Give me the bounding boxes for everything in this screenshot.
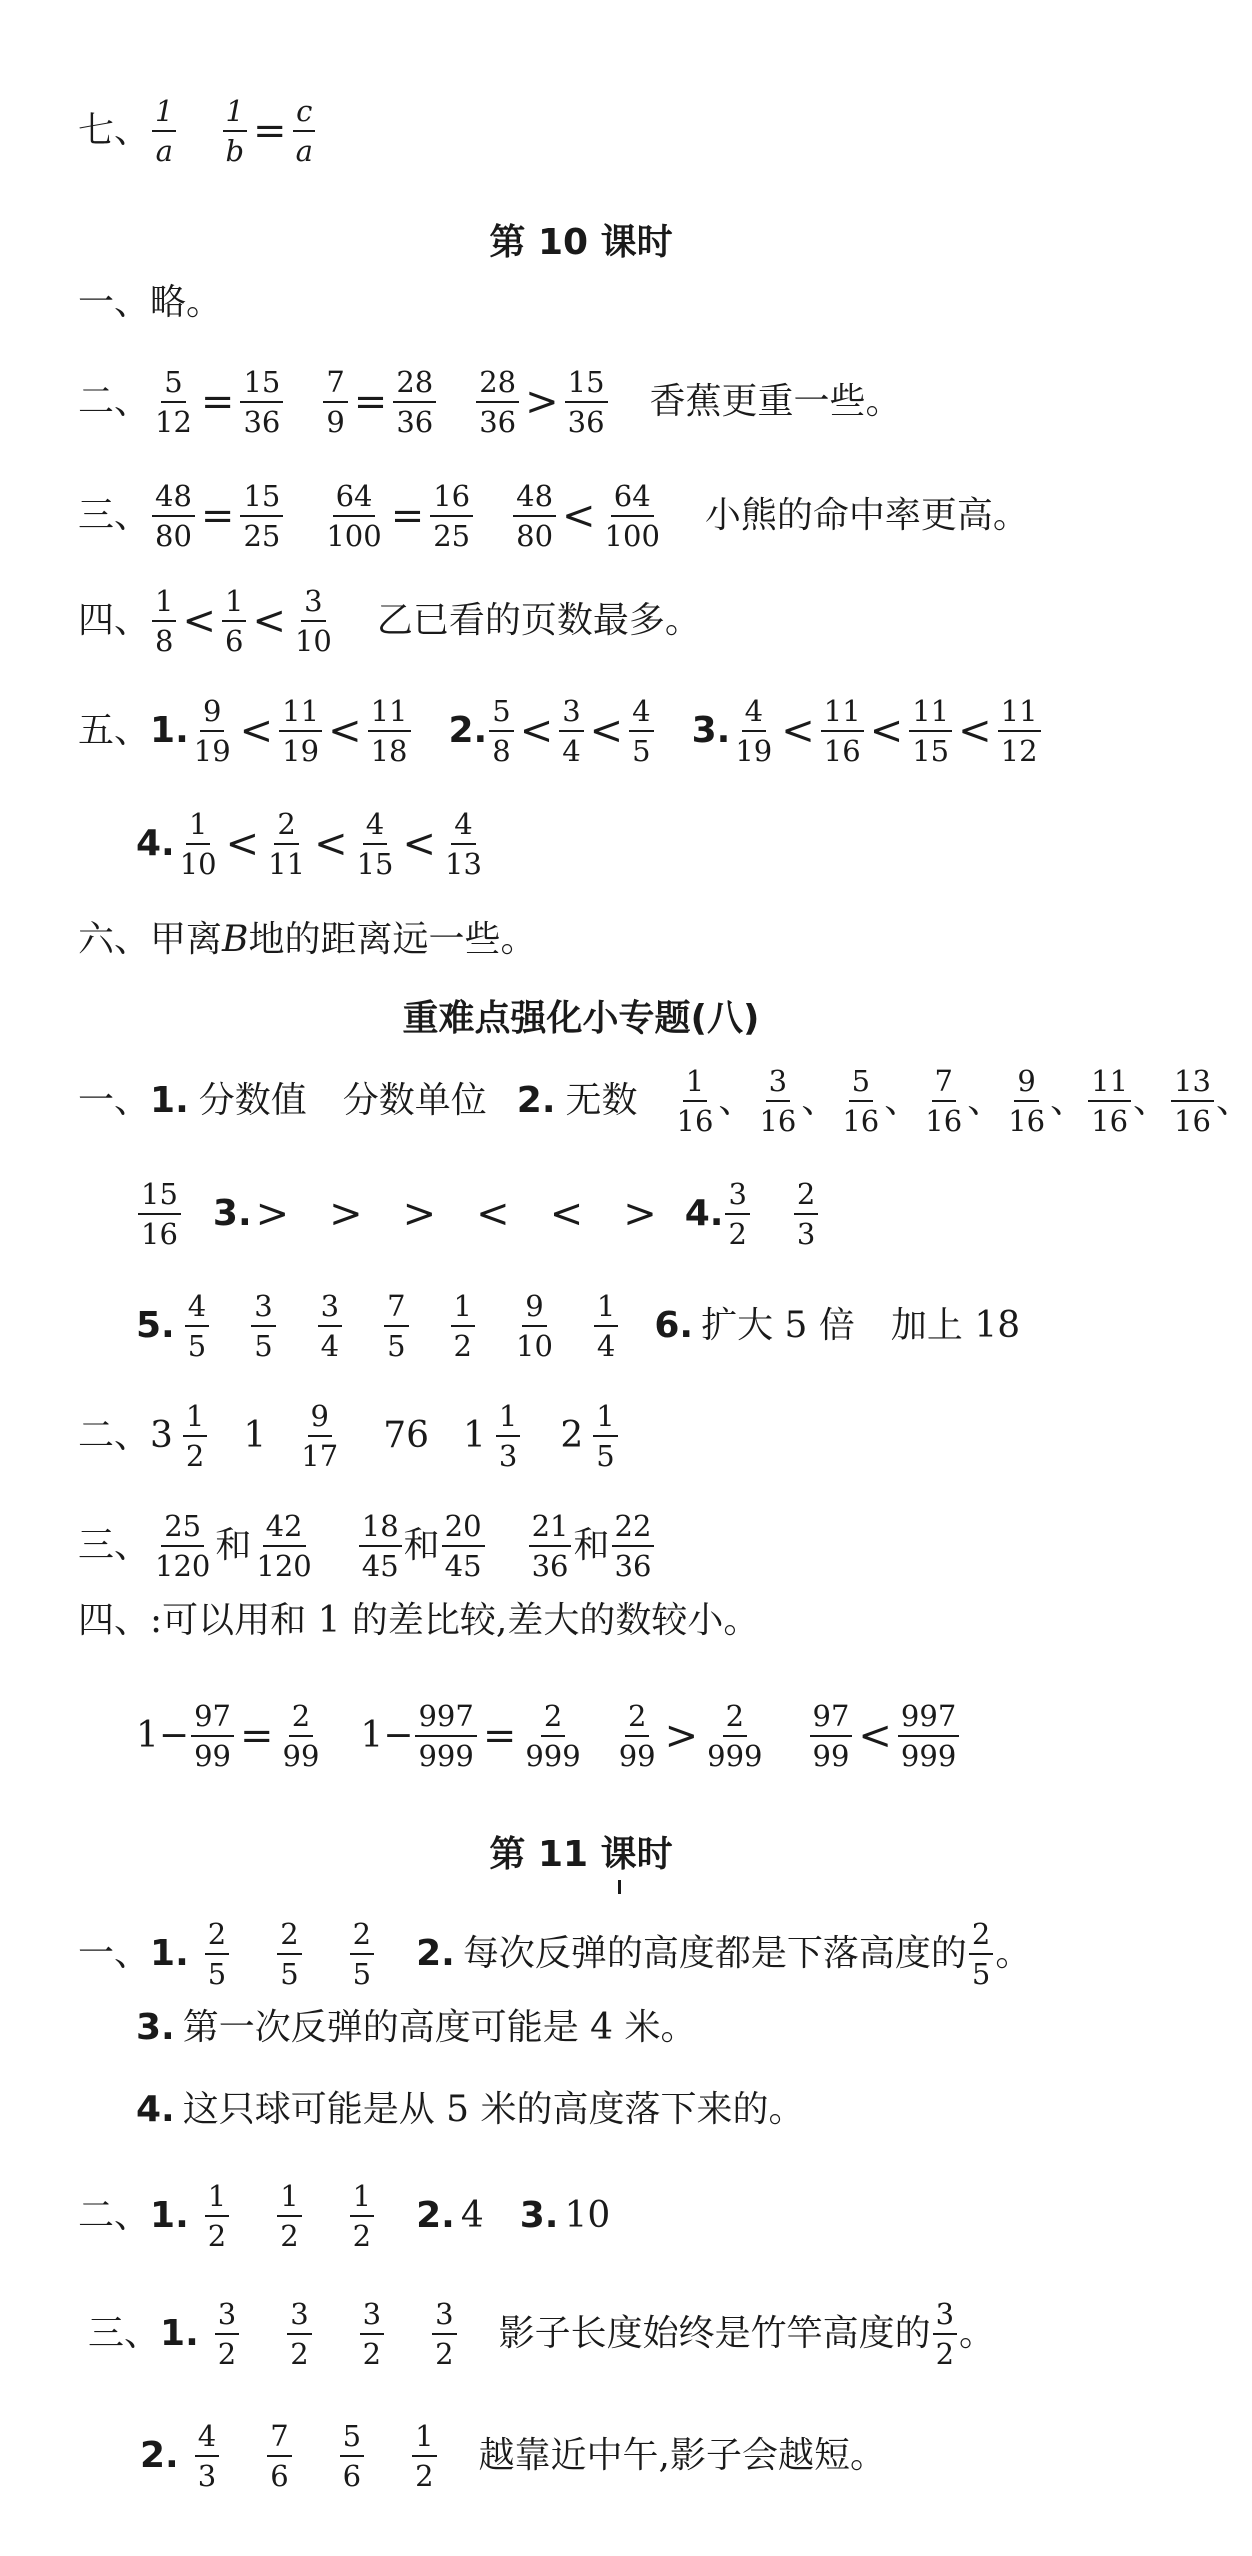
topic-line-1-item-5 <box>136 1290 1020 1363</box>
fraction: $\frac{97}{99}$ <box>191 1700 234 1773</box>
answer-text: 影子长度始终是竹竿高度的 <box>498 2313 931 2355</box>
fraction: 3 16 <box>759 1064 797 1139</box>
item-label: 一、 <box>78 1933 151 1975</box>
fraction: 1 5 <box>593 1400 617 1473</box>
expression-part: 1− <box>360 1715 414 1757</box>
fraction: 9 17 <box>301 1399 339 1474</box>
fraction: 3 2 <box>725 1178 749 1251</box>
topic-line-3 <box>78 1510 656 1583</box>
item-number: 4. <box>684 1193 724 1235</box>
less-sign: < <box>182 598 216 645</box>
equals-sign: = <box>253 108 287 155</box>
fraction: 2 5 <box>969 1918 993 1991</box>
less-sign: < <box>252 598 286 645</box>
answer-text: 这只球可能是从 5 米的高度落下来的。 <box>182 2089 805 2130</box>
separator: 、 <box>801 1080 838 1122</box>
separator: 、 <box>1050 1080 1087 1122</box>
section-heading-lesson-11: 第 11 课时 <box>489 1834 673 1875</box>
fraction: $\frac{5}{12}$ <box>155 365 192 440</box>
fraction: $\frac{997}{999}$ <box>415 1700 476 1773</box>
fraction: 4 3 <box>195 2420 219 2493</box>
fraction: 1 10 <box>179 807 217 882</box>
lesson11-line-1-item-3 <box>136 2007 697 2048</box>
item-label: 三、 <box>78 495 151 537</box>
item-label: 七、 <box>78 110 151 152</box>
place-name: B <box>222 919 249 960</box>
fraction: 15 16 <box>138 1178 181 1251</box>
fraction: $\frac{15}{36}$ <box>240 366 283 439</box>
fraction: $\frac{7}{9}$ <box>323 366 347 439</box>
item-number: 1. <box>150 1933 189 1975</box>
answer-text: 越靠近中午,影子会越短。 <box>478 2435 886 2477</box>
fraction: 4 19 <box>735 694 773 769</box>
fraction: 4 5 <box>629 695 653 768</box>
equals-sign: = <box>239 1713 274 1760</box>
fraction: 11 16 <box>1088 1065 1131 1138</box>
item-number: 4. <box>136 823 175 865</box>
equals-sign: = <box>200 493 235 540</box>
fraction: 18 45 <box>359 1510 402 1583</box>
fraction: 97 99 <box>810 1700 853 1773</box>
whole-number: 1 <box>243 1415 267 1457</box>
fraction: $\frac{48}{80}$ <box>152 480 195 553</box>
fraction: 9 19 <box>193 694 231 769</box>
fraction: 64 100 <box>604 479 660 554</box>
item-number: 2. <box>416 2195 455 2237</box>
fraction: 7 5 <box>384 1290 408 1363</box>
punctuation: 。 <box>959 2313 996 2355</box>
item-number: 1. <box>150 710 189 752</box>
less-sign: < <box>958 708 992 755</box>
item-label: 一、 <box>78 1080 151 1122</box>
topic-line-4-work <box>136 1700 961 1773</box>
fraction: $\frac{2}{999}$ <box>525 1699 581 1774</box>
fraction: 3 2 <box>287 2298 311 2371</box>
answer-text: 10 <box>564 2195 611 2237</box>
fraction: 22 36 <box>612 1510 655 1583</box>
fraction: 4 13 <box>445 807 482 882</box>
fraction: 3 4 <box>559 695 583 768</box>
fraction: 11 15 <box>909 695 952 768</box>
punctuation: 。 <box>995 1933 1032 1975</box>
fraction: 1 2 <box>183 1400 207 1473</box>
item-number: 3. <box>691 710 731 752</box>
fraction: 3 2 <box>933 2298 957 2371</box>
line-5-fractions <box>78 695 1043 768</box>
answer-text: 无数 <box>565 1080 638 1122</box>
fraction: 5 6 <box>340 2420 364 2493</box>
fraction: 1 2 <box>412 2420 436 2493</box>
item-label: 三、 <box>78 1525 151 1567</box>
fraction: 1 2 <box>451 1290 475 1363</box>
item-label: 四、 <box>78 600 151 642</box>
print-speck <box>618 1880 621 1894</box>
fraction: 48 80 <box>513 480 556 553</box>
less-sign: < <box>328 708 362 755</box>
item-number: 2. <box>416 1933 455 1975</box>
fraction: 1 8 <box>152 585 176 658</box>
item-number: 3. <box>136 2007 175 2048</box>
fraction: 997 999 <box>898 1700 959 1773</box>
item-number: 1. <box>150 2195 189 2237</box>
topic-line-1-cont <box>136 1178 820 1251</box>
item-number: 4. <box>136 2089 175 2130</box>
equals-sign: = <box>353 379 388 426</box>
item-number: 3. <box>519 2195 559 2237</box>
fraction: 21 36 <box>529 1510 572 1583</box>
topic-line-2 <box>78 1400 620 1473</box>
line-3-fractions <box>78 480 1029 553</box>
fraction: 2 3 <box>794 1178 818 1251</box>
less-sign: < <box>869 708 904 755</box>
section-heading-lesson-10: 第 10 课时 <box>489 222 673 263</box>
fraction: 9 10 <box>516 1289 553 1364</box>
whole-number: 3 <box>150 1415 173 1457</box>
fraction: 11 16 <box>821 695 864 768</box>
fraction: 15 36 <box>565 366 608 439</box>
lesson11-line-2 <box>78 2180 610 2253</box>
fraction: 1 a <box>152 95 176 168</box>
less-sign: < <box>858 1713 892 1760</box>
conjunction: 和 <box>573 1525 610 1567</box>
fraction: 2 99 <box>618 1699 656 1774</box>
answer-text: 地的距离远一些。 <box>248 919 537 960</box>
fraction: 2 11 <box>268 807 306 882</box>
section-heading-special-topic: 重难点强化小专题(八) <box>402 998 760 1039</box>
line-7-fractions <box>78 95 318 168</box>
fraction: 1 3 <box>496 1400 520 1473</box>
separator: 、 <box>1215 1080 1252 1122</box>
item-number: 3. <box>212 1193 252 1235</box>
fraction: 2 5 <box>277 1918 301 1991</box>
fraction: 28 36 <box>476 366 519 439</box>
fraction: 13 16 <box>1171 1065 1214 1138</box>
fraction: 1 4 <box>594 1290 618 1363</box>
fraction: 9 16 <box>1008 1064 1046 1139</box>
less-sign: < <box>314 821 348 868</box>
fraction: 3 2 <box>215 2298 239 2371</box>
conjunction: 和 <box>403 1525 440 1567</box>
fraction: 1 2 <box>205 2180 229 2253</box>
answer-text: 小熊的命中率更高。 <box>704 495 1029 537</box>
fraction: 3 4 <box>318 1290 342 1363</box>
separator: 、 <box>967 1080 1004 1122</box>
item-number: 1. <box>150 1080 189 1122</box>
fraction: 3 2 <box>360 2298 384 2371</box>
line-4-fractions <box>78 585 701 658</box>
fraction: $\frac{15}{25}$ <box>240 480 283 553</box>
item-number: 6. <box>654 1305 694 1347</box>
fraction: 25 120 <box>155 1509 211 1584</box>
separator: 、 <box>718 1080 755 1122</box>
fraction: 7 6 <box>267 2420 291 2493</box>
less-sign: < <box>781 708 815 755</box>
less-sign: < <box>562 493 596 540</box>
topic-line-1 <box>78 1065 1252 1138</box>
fraction: 5 8 <box>489 695 513 768</box>
answer-text: 扩大 5 倍 加上 18 <box>701 1305 1021 1347</box>
fraction: 4 15 <box>356 807 394 882</box>
fraction: 5 16 <box>842 1064 880 1139</box>
item-number: 1. <box>160 2313 199 2355</box>
item-number: 2. <box>516 1080 556 1122</box>
line-6-answer <box>78 919 537 960</box>
greater-sign: > <box>525 379 559 426</box>
fraction: $\frac{64}{100}$ <box>326 479 382 554</box>
comparison-signs: > > > < < > <box>255 1191 657 1238</box>
expression-part: 1− <box>136 1715 190 1757</box>
fraction: 2 5 <box>205 1918 229 1991</box>
lesson11-line-3-item-2 <box>140 2420 886 2493</box>
item-label: 五、 <box>78 710 151 752</box>
item-number: 2. <box>140 2435 179 2477</box>
separator: 、 <box>1133 1080 1170 1122</box>
lesson11-line-1 <box>78 1918 1031 1991</box>
less-sign: < <box>519 708 554 755</box>
whole-number: 76 <box>383 1415 429 1457</box>
fraction: 11 19 <box>279 695 322 768</box>
equals-sign: = <box>200 379 235 426</box>
item-label: 三、 <box>88 2313 161 2355</box>
fraction: 11 12 <box>998 695 1041 768</box>
greater-sign: > <box>664 1713 699 1760</box>
fraction: $\frac{1}{b}$ <box>222 95 247 168</box>
line-1-answer <box>78 282 223 323</box>
fraction: $\frac{2}{99}$ <box>282 1699 320 1774</box>
fraction: 1 6 <box>222 585 246 658</box>
item-label: 二、 <box>78 381 151 423</box>
fraction: 3 5 <box>251 1290 275 1363</box>
lesson11-line-1-item-4 <box>136 2089 805 2130</box>
line-5-item-4 <box>136 808 487 881</box>
less-sign: < <box>225 821 260 868</box>
fraction: 7 16 <box>925 1064 963 1139</box>
fraction: 1 2 <box>277 2180 301 2253</box>
whole-number: 1 <box>463 1415 486 1457</box>
answer-text: 分数值 分数单位 <box>198 1080 487 1122</box>
item-number: 2. <box>448 710 488 752</box>
answer-text: 四、:可以用和 1 的差比较,差大的数较小。 <box>78 1600 760 1641</box>
answer-text: 香蕉更重一些。 <box>649 381 902 423</box>
less-sign: < <box>402 821 436 868</box>
fraction: 2 999 <box>707 1699 763 1774</box>
lesson11-line-3 <box>88 2298 995 2371</box>
less-sign: < <box>589 708 624 755</box>
answer-text: 4 <box>460 2195 484 2237</box>
answer-text: 每次反弹的高度都是下落高度的 <box>462 1933 967 1975</box>
whole-number: 2 <box>560 1415 584 1457</box>
fraction: $\frac{16}{25}$ <box>430 480 473 553</box>
answer-text: 一、略。 <box>78 282 223 323</box>
line-2-fractions <box>78 366 902 439</box>
answer-text: 第一次反弹的高度可能是 4 米。 <box>182 2007 697 2048</box>
fraction: $\frac{28}{36}$ <box>393 366 436 439</box>
fraction: 1 2 <box>350 2180 374 2253</box>
fraction: 3 2 <box>432 2298 456 2371</box>
separator: 、 <box>884 1080 921 1122</box>
fraction: 20 45 <box>442 1510 485 1583</box>
topic-line-4 <box>78 1600 760 1641</box>
fraction: $\frac{c}{a}$ <box>293 95 316 168</box>
answer-text: 乙已看的页数最多。 <box>376 600 701 642</box>
less-sign: < <box>239 708 274 755</box>
fraction: 4 5 <box>185 1290 209 1363</box>
fraction: 2 5 <box>350 1918 374 1991</box>
fraction: 11 18 <box>368 695 411 768</box>
fraction: 1 16 <box>676 1064 714 1139</box>
fraction: 42 120 <box>256 1509 312 1584</box>
answer-text: 六、甲离 <box>78 919 223 960</box>
item-label: 二、 <box>78 1415 151 1457</box>
item-label: 二、 <box>78 2195 151 2237</box>
equals-sign: = <box>390 493 425 540</box>
fraction: 3 10 <box>294 584 332 659</box>
conjunction: 和 <box>215 1525 252 1567</box>
item-number: 5. <box>136 1305 175 1347</box>
equals-sign: = <box>482 1713 517 1760</box>
